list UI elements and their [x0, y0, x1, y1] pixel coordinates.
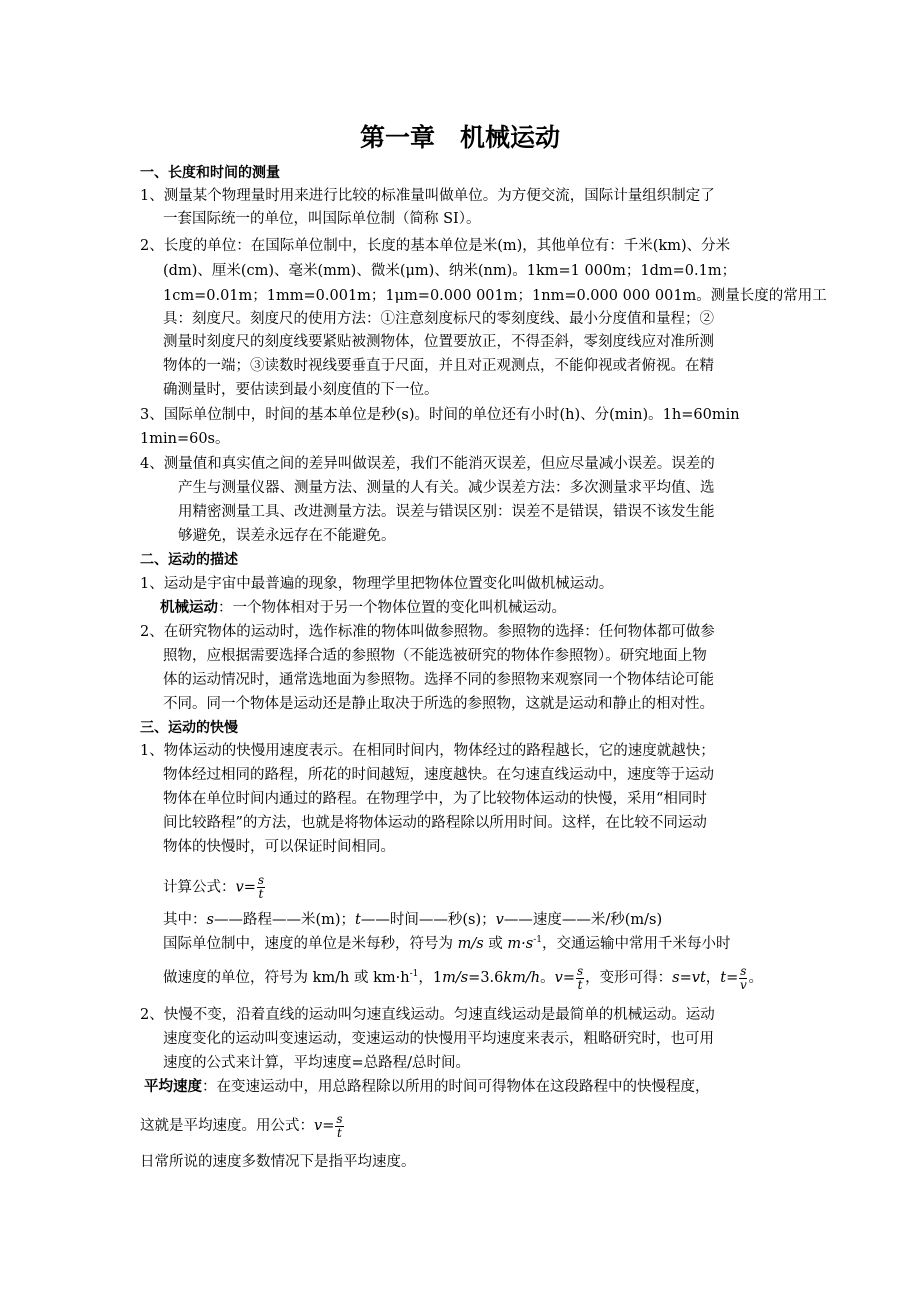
- paragraph-line: 体的运动情况时，通常选地面为参照物。选择不同的参照物来观察同一个物体结论可能: [163, 672, 714, 688]
- paragraph-line: 速度的公式来计算，平均速度=总路程/总时间。: [163, 1055, 471, 1071]
- section-heading-1: 一、长度和时间的测量: [140, 165, 280, 181]
- paragraph-line: 速度变化的运动叫变速运动，变速运动的快慢用平均速度来表示，粗略研究时，也可用: [163, 1031, 714, 1047]
- fraction-s-over-v: $\frac{s}{v}$: [739, 963, 747, 992]
- section-heading-2: 二、运动的描述: [140, 552, 238, 568]
- paragraph-line: 物体在单位时间内通过的路程。在物理学中，为了比较物体运动的快慢，采用“相同时: [163, 791, 707, 807]
- paragraph-line: 2、快慢不变，沿着直线的运动叫匀速直线运动。匀速直线运动是最简单的机械运动。运动: [140, 1007, 715, 1023]
- unit-line: 做速度的单位，符号为 km/h 或 $km\cdot h^{-1}$，1m/s=3.6km/h。v= $\frac{s}{t}$ ，变形可得：s=vt，t= $\frac{s}{v}$ 。: [163, 963, 763, 992]
- symbol-legend: 其中：s——路程——米(m)；t——时间——秒(s)；v——速度——米/秒(m/s): [163, 912, 663, 928]
- definition-term: 机械运动: [160, 600, 218, 616]
- paragraph-line: 1cm=0.01m；1mm=0.001m；1μm=0.000 001m；1nm=0.000 000 001m。测量长度的常用工: [163, 288, 827, 304]
- fraction-s-over-t: $\frac{s}{t}$: [257, 873, 265, 901]
- paragraph-line: 确测量时，要估读到最小刻度值的下一位。: [163, 382, 439, 398]
- paragraph-line: 2、长度的单位：在国际单位制中，长度的基本单位是米(m)，其他单位有：千米(km)、分米: [140, 238, 731, 254]
- paragraph-line: 用精密测量工具、改进测量方法。误差与错误区别：误差不是错误，错误不该发生能: [178, 504, 715, 520]
- paragraph-line: 测量时刻度尺的刻度线要紧贴被测物体，位置要放正，不得歪斜，零刻度线应对准所测: [163, 334, 714, 350]
- paragraph-line: 物体经过相同的路程，所花的时间越短，速度越快。在匀速直线运动中，速度等于运动: [163, 767, 714, 783]
- paragraph-line: 4、测量值和真实值之间的差异叫做误差，我们不能消灭误差，但应尽量减小误差。误差的: [140, 456, 715, 472]
- paragraph-line: 物体的一端；③读数时视线要垂直于尺面，并且对正观测点，不能仰视或者俯视。在精: [163, 358, 714, 374]
- page-title: 第一章 机械运动: [359, 123, 560, 152]
- paragraph-line: 照物，应根据需要选择合适的参照物（不能选被研究的物体作参照物）。研究地面上物: [163, 648, 707, 664]
- fraction-s-over-t: $\frac{s}{t}$: [336, 1111, 343, 1140]
- paragraph-line: 3、国际单位制中，时间的基本单位是秒(s)。时间的单位还有小时(h)、分(min)。1h=60min: [140, 407, 740, 423]
- definition-term: 平均速度: [144, 1079, 202, 1095]
- paragraph-line: 一套国际统一的单位，叫国际单位制（简称 SI）。: [163, 211, 481, 227]
- formula-line: 计算公式：v= $\frac{s}{t}$: [163, 873, 265, 901]
- paragraph-line: 不同。同一个物体是运动还是静止取决于所选的参照物，这就是运动和静止的相对性。: [163, 696, 714, 712]
- paragraph-line: 物体的快慢时，可以保证时间相同。: [163, 839, 395, 855]
- definition-line: 机械运动：一个物体相对于另一个物体位置的变化叫机械运动。: [160, 600, 566, 616]
- paragraph-line: 1、运动是宇宙中最普遍的现象，物理学里把物体位置变化叫做机械运动。: [140, 576, 614, 592]
- definition-line: 平均速度：在变速运动中，用总路程除以所用的时间可得物体在这段路程中的快慢程度，: [144, 1079, 710, 1095]
- fraction-s-over-t: $\frac{s}{t}$: [577, 963, 584, 992]
- paragraph-line: 2、在研究物体的运动时，选作标准的物体叫做参照物。参照物的选择：任何物体都可做参: [140, 624, 715, 640]
- paragraph-line: 1、物体运动的快慢用速度表示。在相同时间内，物体经过的路程越长，它的速度就越快；: [140, 743, 715, 759]
- paragraph-line: 间比较路程”的方法，也就是将物体运动的路程除以所用时间。这样，在比较不同运动: [163, 815, 707, 831]
- section-heading-3: 三、运动的快慢: [140, 720, 238, 736]
- paragraph-line: (dm)、厘米(cm)、毫米(mm)、微米(μm)、纳米(nm)。1km=1 000m；1dm=0.1m；: [163, 263, 737, 279]
- paragraph-line: 产生与测量仪器、测量方法、测量的人有关。减少误差方法：多次测量求平均值、选: [178, 480, 715, 496]
- paragraph-line: 日常所说的速度多数情况下是指平均速度。: [140, 1154, 416, 1170]
- paragraph-line: 够避免，误差永远存在不能避免。: [178, 528, 396, 544]
- paragraph-line: 1、测量某个物理量时用来进行比较的标准量叫做单位。为方便交流，国际计量组织制定了: [140, 188, 715, 204]
- paragraph-line: 具：刻度尺。刻度尺的使用方法：①注意刻度标尺的零刻度线、最小分度值和量程；②: [163, 311, 714, 327]
- formula-line: 这就是平均速度。用公式：v= $\frac{s}{t}$: [140, 1111, 343, 1140]
- unit-line: 国际单位制中，速度的单位是米每秒，符号为 m/s 或 $m\cdot s^{-1}$，交通运输中常用千米每小时: [163, 935, 731, 952]
- paragraph-line: 1min=60s。: [140, 431, 230, 447]
